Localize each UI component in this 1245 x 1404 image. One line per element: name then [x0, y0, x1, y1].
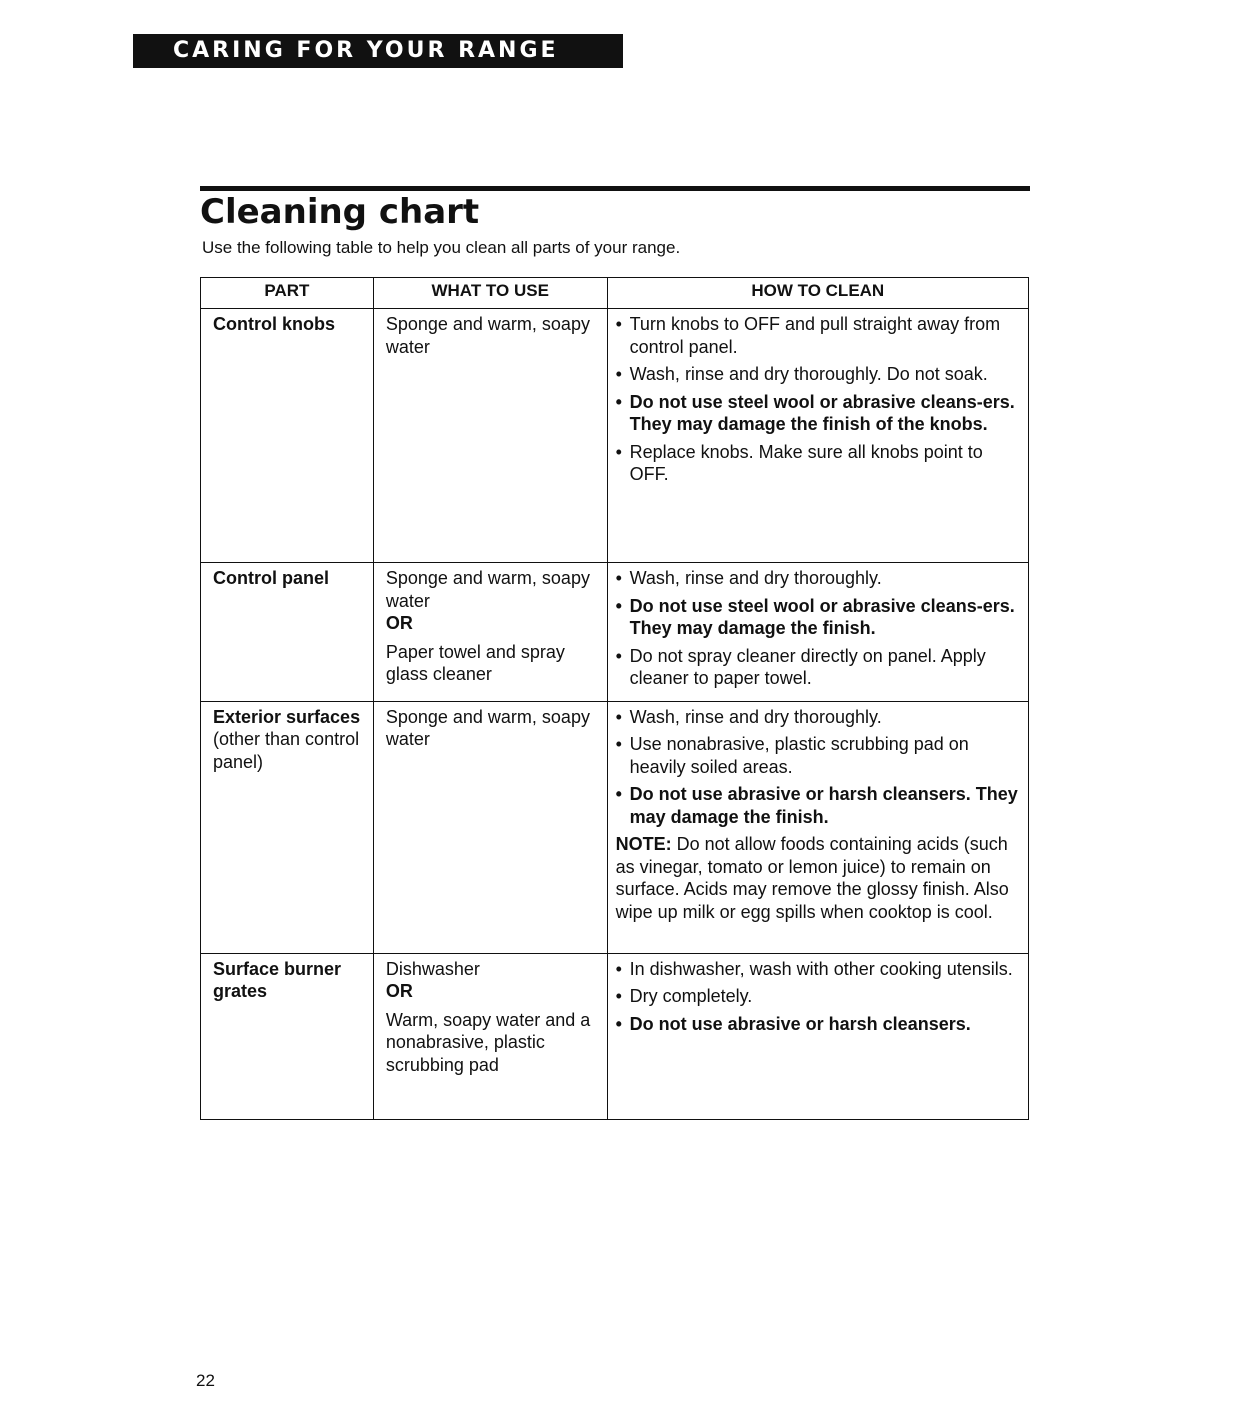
what-to-use-cell — [373, 701, 607, 953]
how-to-clean-cell — [607, 701, 1028, 953]
part-name: Control panel — [213, 568, 329, 588]
list-item: • Do not spray cleaner directly on panel. Apply cleaner to paper towel. — [616, 645, 1022, 690]
list-item: • Use nonabrasive, plastic scrubbing pad on heavily soiled areas. — [616, 733, 1022, 778]
how-to-clean-list — [616, 313, 1022, 486]
table-row — [201, 309, 1029, 563]
part-name: Exterior surfaces — [213, 706, 361, 727]
what-to-use-item: Warm, soapy water and a nonabrasive, plastic scrubbing pad — [385, 1009, 591, 1075]
what-to-use-item: Dishwasher — [385, 958, 480, 979]
list-item: • Do not use abrasive or harsh cleansers. — [616, 1013, 1022, 1036]
how-to-clean-list — [616, 706, 1022, 829]
list-item: • Do not use steel wool or abrasive cleans-ers. They may damage the finish. — [616, 595, 1022, 640]
list-item: • Wash, rinse and dry thoroughly. Do not soak. — [616, 363, 1022, 386]
column-header-how-to-clean: HOW TO CLEAN — [607, 278, 1028, 309]
part-cell — [201, 701, 374, 953]
list-item: • Turn knobs to OFF and pull straight away from control panel. — [616, 313, 1022, 358]
how-to-clean-cell — [607, 309, 1028, 563]
what-to-use-item: Sponge and warm, soapy water — [385, 706, 590, 749]
what-to-use-cell — [373, 953, 607, 1119]
part-name: Control knobs — [213, 314, 335, 334]
part-detail: (other than control panel) — [213, 729, 360, 772]
what-to-use-item: Sponge and warm, soapy water — [385, 568, 590, 611]
what-to-use-item: Sponge and warm, soapy water — [385, 314, 590, 357]
section-banner: CARING FOR YOUR RANGE — [133, 34, 623, 68]
what-to-use-item: Paper towel and spray glass cleaner — [385, 641, 565, 684]
list-item: • Wash, rinse and dry thoroughly. — [616, 706, 1022, 729]
how-to-clean-list — [616, 567, 1022, 690]
part-cell — [201, 309, 374, 563]
note-label: NOTE: — [615, 834, 672, 854]
list-item: • Wash, rinse and dry thoroughly. — [616, 567, 1022, 590]
table-row — [201, 563, 1029, 702]
what-to-use-cell — [373, 563, 607, 702]
part-cell — [201, 953, 374, 1119]
page-number: 22 — [196, 1371, 215, 1390]
list-item: • Replace knobs. Make sure all knobs point to OFF. — [616, 441, 1022, 486]
list-item: • Do not use steel wool or abrasive cleans-ers. They may damage the finish of the knobs. — [616, 391, 1022, 436]
note-body: Do not allow foods containing acids (such as vinegar, tomato or lemon juice) to remain on surface. Acids may remove the glossy finish. Also wipe up milk or egg spills when cooktop is cool. — [615, 834, 1009, 922]
note-text — [616, 833, 1022, 923]
part-name: Surface burner grates — [213, 958, 342, 1001]
column-header-part: PART — [201, 278, 374, 309]
column-header-what-to-use: WHAT TO USE — [373, 278, 607, 309]
intro-text: Use the following table to help you clean all parts of your range. — [202, 238, 681, 257]
table-header-row — [201, 278, 1029, 309]
table-row — [201, 953, 1029, 1119]
what-to-use-cell — [373, 309, 607, 563]
how-to-clean-list — [616, 958, 1022, 1036]
how-to-clean-cell — [607, 563, 1028, 702]
table-row — [201, 701, 1029, 953]
list-item: • Do not use abrasive or harsh cleansers. They may damage the finish. — [616, 783, 1022, 828]
list-item: • In dishwasher, wash with other cooking utensils. — [616, 958, 1022, 981]
page-title: Cleaning chart — [200, 192, 480, 232]
or-separator: OR — [385, 981, 413, 1001]
part-cell — [201, 563, 374, 702]
how-to-clean-cell — [607, 953, 1028, 1119]
list-item: • Dry completely. — [616, 985, 1022, 1008]
or-separator: OR — [385, 613, 413, 633]
cleaning-chart-table — [200, 277, 1029, 1120]
